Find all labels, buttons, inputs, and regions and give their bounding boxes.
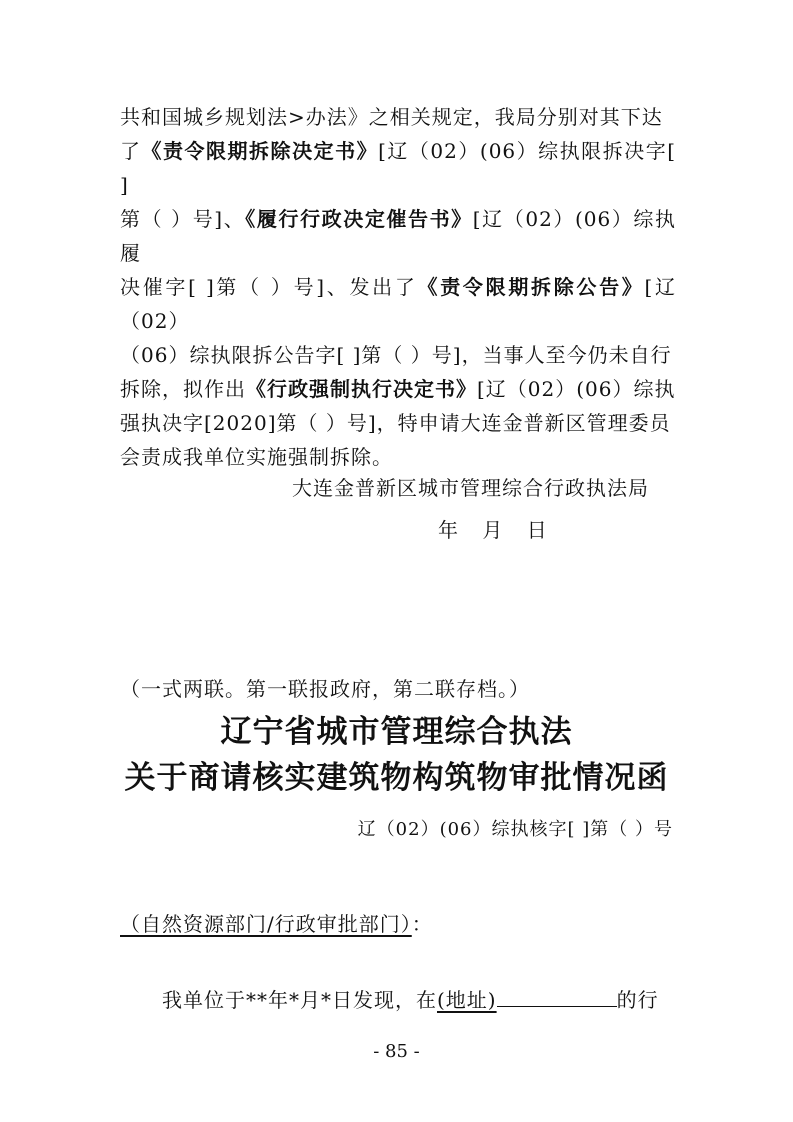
- paragraph-text: （06）综执限拆公告字[ ]第（ ）号]，当事人至今仍未自行: [120, 343, 672, 367]
- letter-body-suffix: 的行: [616, 988, 659, 1012]
- document-title-line1: 辽宁省城市管理综合执法: [220, 714, 573, 750]
- paragraph-line: [120, 202, 676, 270]
- paragraph-line: [120, 372, 676, 406]
- paragraph-text: 会责成我单位实施强制拆除。: [120, 445, 393, 469]
- document-reference-bold: 《责令限期拆除决定书》: [141, 139, 379, 163]
- signature-organization: 大连金普新区城市管理综合行政执法局: [292, 476, 649, 500]
- paragraph-text: 强执决字[2020]第（ ）号]，特申请大连金普新区管理委员: [120, 411, 671, 435]
- page-number: - 85 -: [373, 1041, 420, 1062]
- addressee-colon: ：: [411, 912, 433, 936]
- paragraph-text: 了: [120, 139, 142, 163]
- paragraph-text: [辽（02）(06）综执: [477, 377, 676, 401]
- document-title-line2: 关于商请核实建筑物构筑物审批情况函: [124, 760, 669, 796]
- document-number: 辽（02）(06）综执核字[ ]第（ ）号: [357, 819, 673, 840]
- copies-note: （一式两联。第一联报政府，第二联存档。）: [120, 677, 530, 701]
- paragraph-text: [辽（02）(06）综执履: [120, 207, 676, 265]
- document-reference-bold: 《行政强制执行决定书》: [246, 377, 477, 401]
- addressee: [120, 908, 433, 937]
- paragraph-line: [120, 270, 676, 338]
- document-reference-bold: 《责令限期拆除公告》: [417, 275, 645, 299]
- paragraph-line: [120, 440, 676, 474]
- continuation-paragraph: [120, 100, 676, 474]
- paragraph-line: [120, 100, 676, 134]
- paragraph-line: [120, 338, 676, 372]
- address-label: (地址): [437, 988, 497, 1012]
- paragraph-text: 共和国城乡规划法>办法》之相关规定，我局分别对其下达: [120, 105, 663, 129]
- paragraph-line: [120, 406, 676, 440]
- signature-date: 年 月 日: [438, 518, 547, 542]
- paragraph-text: [辽（02）(06）综执限拆决字[ ]: [120, 139, 677, 197]
- document-reference-bold: 《履行行政决定催告书》: [245, 207, 473, 231]
- addressee-name: （自然资源部门/行政审批部门）: [120, 912, 412, 936]
- paragraph-text: 决催字[ ]第（ ）号]、发出了: [120, 275, 418, 299]
- paragraph-line: [120, 134, 676, 202]
- paragraph-text: 拆除，拟作出: [120, 377, 246, 401]
- address-blank-line: [497, 988, 617, 1007]
- paragraph-text: 第（ ）号]、: [120, 207, 246, 231]
- letter-body: [162, 984, 659, 1013]
- letter-body-prefix: 我单位于**年*月*日发现，在: [162, 988, 437, 1012]
- paragraph-text: [辽（02）: [120, 275, 676, 333]
